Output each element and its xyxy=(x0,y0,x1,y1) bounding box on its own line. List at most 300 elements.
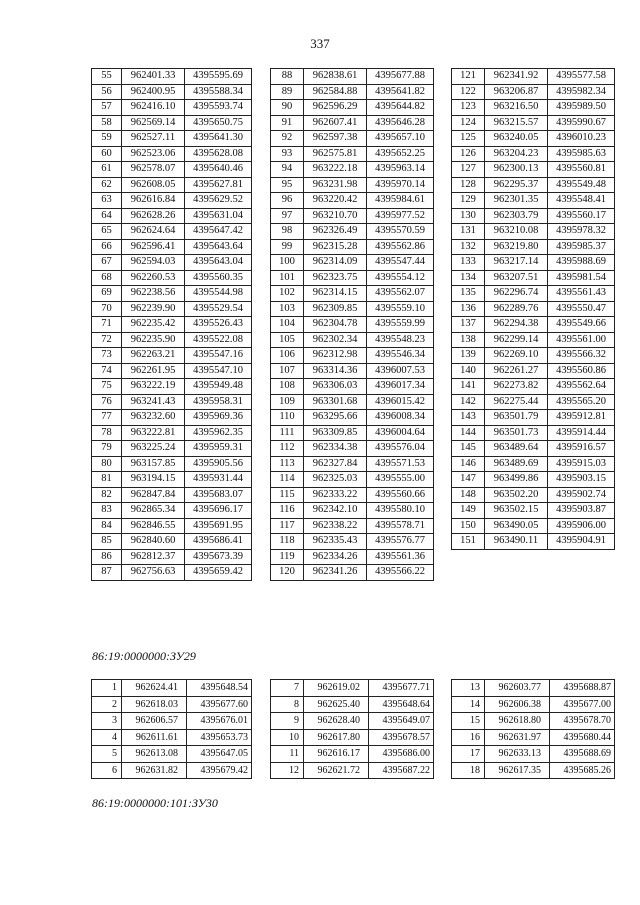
y-coordinate: 4395565.20 xyxy=(548,394,615,410)
point-number: 71 xyxy=(92,317,122,333)
y-coordinate: 4395526.43 xyxy=(185,317,252,333)
table-row xyxy=(452,193,615,209)
x-coordinate: 962261.95 xyxy=(122,363,185,379)
y-coordinate: 4395522.08 xyxy=(185,332,252,348)
table-row xyxy=(92,115,252,131)
x-coordinate: 962294.38 xyxy=(485,317,548,333)
point-number: 86 xyxy=(92,549,122,565)
table-row xyxy=(452,332,615,348)
table-row xyxy=(452,131,615,147)
point-number: 84 xyxy=(92,518,122,534)
y-coordinate: 4395990.67 xyxy=(548,115,615,131)
table-row xyxy=(92,379,252,395)
y-coordinate: 4395676.01 xyxy=(187,713,252,730)
point-number: 62 xyxy=(92,177,122,193)
y-coordinate: 4395677.71 xyxy=(369,680,434,697)
y-coordinate: 4395593.74 xyxy=(185,100,252,116)
point-number: 81 xyxy=(92,472,122,488)
y-coordinate: 4395559.10 xyxy=(367,301,434,317)
y-coordinate: 4395566.32 xyxy=(548,348,615,364)
y-coordinate: 4395687.22 xyxy=(369,762,434,779)
point-number: 100 xyxy=(271,255,304,271)
table-row xyxy=(271,193,434,209)
point-number: 5 xyxy=(92,746,122,763)
point-number: 80 xyxy=(92,456,122,472)
y-coordinate: 4395548.23 xyxy=(367,332,434,348)
y-coordinate: 4395904.91 xyxy=(548,534,615,550)
point-number: 146 xyxy=(452,456,485,472)
y-coordinate: 4396010.23 xyxy=(548,131,615,147)
x-coordinate: 962619.02 xyxy=(304,680,369,697)
table-row xyxy=(452,115,615,131)
x-coordinate: 962625.40 xyxy=(304,696,369,713)
point-number: 7 xyxy=(271,680,304,697)
y-coordinate: 4395915.03 xyxy=(548,456,615,472)
x-coordinate: 962260.53 xyxy=(122,270,185,286)
point-number: 69 xyxy=(92,286,122,302)
point-number: 138 xyxy=(452,332,485,348)
y-coordinate: 4395546.34 xyxy=(367,348,434,364)
y-coordinate: 4395903.15 xyxy=(548,472,615,488)
table-row xyxy=(92,456,252,472)
table-row xyxy=(271,100,434,116)
table-row xyxy=(92,503,252,519)
table-row xyxy=(92,224,252,240)
y-coordinate: 4395982.34 xyxy=(548,84,615,100)
x-coordinate: 962342.10 xyxy=(304,503,367,519)
table-row xyxy=(271,69,434,85)
x-coordinate: 962847.84 xyxy=(122,487,185,503)
point-number: 134 xyxy=(452,270,485,286)
table-row xyxy=(271,394,434,410)
x-coordinate: 962295.37 xyxy=(485,177,548,193)
y-coordinate: 4395544.98 xyxy=(185,286,252,302)
x-coordinate: 962597.38 xyxy=(304,131,367,147)
point-number: 136 xyxy=(452,301,485,317)
table-row xyxy=(271,239,434,255)
point-number: 75 xyxy=(92,379,122,395)
point-number: 106 xyxy=(271,348,304,364)
x-coordinate: 963216.50 xyxy=(485,100,548,116)
x-coordinate: 962617.35 xyxy=(485,762,550,779)
point-number: 117 xyxy=(271,518,304,534)
x-coordinate: 963306.03 xyxy=(304,379,367,395)
x-coordinate: 962304.78 xyxy=(304,317,367,333)
table-row xyxy=(92,518,252,534)
table-row xyxy=(92,131,252,147)
section-label-zu29: 86:19:0000000:ЗУ29 xyxy=(92,649,196,663)
y-coordinate: 4395644.82 xyxy=(367,100,434,116)
table-row xyxy=(271,115,434,131)
x-coordinate: 962296.74 xyxy=(485,286,548,302)
table-row xyxy=(452,696,615,713)
x-coordinate: 962756.63 xyxy=(122,565,185,581)
x-coordinate: 962607.41 xyxy=(304,115,367,131)
y-coordinate: 4395648.64 xyxy=(369,696,434,713)
table-row xyxy=(452,472,615,488)
x-coordinate: 963295.66 xyxy=(304,410,367,426)
point-number: 70 xyxy=(92,301,122,317)
x-coordinate: 962575.81 xyxy=(304,146,367,162)
x-coordinate: 962309.85 xyxy=(304,301,367,317)
x-coordinate: 962569.14 xyxy=(122,115,185,131)
y-coordinate: 4395679.42 xyxy=(187,762,252,779)
y-coordinate: 4395547.10 xyxy=(185,363,252,379)
point-number: 18 xyxy=(452,762,485,779)
point-number: 85 xyxy=(92,534,122,550)
point-number: 77 xyxy=(92,410,122,426)
coordinates-table-3 xyxy=(451,68,615,550)
y-coordinate: 4395905.56 xyxy=(185,456,252,472)
point-number: 112 xyxy=(271,441,304,457)
point-number: 64 xyxy=(92,208,122,224)
table-row xyxy=(92,425,252,441)
x-coordinate: 963490.11 xyxy=(485,534,548,550)
x-coordinate: 962327.84 xyxy=(304,456,367,472)
table-row xyxy=(452,69,615,85)
y-coordinate: 4395547.16 xyxy=(185,348,252,364)
y-coordinate: 4395673.39 xyxy=(185,549,252,565)
table-row xyxy=(452,208,615,224)
point-number: 113 xyxy=(271,456,304,472)
point-number: 11 xyxy=(271,746,304,763)
section-label-zu30: 86:19:0000000:101:ЗУ30 xyxy=(92,796,218,810)
point-number: 130 xyxy=(452,208,485,224)
x-coordinate: 963309.85 xyxy=(304,425,367,441)
y-coordinate: 4395902.74 xyxy=(548,487,615,503)
x-coordinate: 962611.61 xyxy=(122,729,187,746)
table-row xyxy=(271,503,434,519)
point-number: 58 xyxy=(92,115,122,131)
table-row xyxy=(92,239,252,255)
table-row xyxy=(271,208,434,224)
table-row xyxy=(271,549,434,565)
x-coordinate: 963502.15 xyxy=(485,503,548,519)
coordinates-table-2 xyxy=(270,68,434,581)
y-coordinate: 4395686.00 xyxy=(369,746,434,763)
y-coordinate: 4395981.54 xyxy=(548,270,615,286)
y-coordinate: 4395570.59 xyxy=(367,224,434,240)
point-number: 82 xyxy=(92,487,122,503)
y-coordinate: 4395560.35 xyxy=(185,270,252,286)
x-coordinate: 963210.08 xyxy=(485,224,548,240)
x-coordinate: 963225.24 xyxy=(122,441,185,457)
x-coordinate: 962594.03 xyxy=(122,255,185,271)
point-number: 6 xyxy=(92,762,122,779)
table-row xyxy=(271,534,434,550)
y-coordinate: 4395970.14 xyxy=(367,177,434,193)
table-row xyxy=(92,565,252,581)
y-coordinate: 4395641.82 xyxy=(367,84,434,100)
y-coordinate: 4395562.64 xyxy=(548,379,615,395)
point-number: 73 xyxy=(92,348,122,364)
x-coordinate: 962603.77 xyxy=(485,680,550,697)
x-coordinate: 962299.14 xyxy=(485,332,548,348)
x-coordinate: 963489.64 xyxy=(485,441,548,457)
x-coordinate: 962300.13 xyxy=(485,162,548,178)
point-number: 12 xyxy=(271,762,304,779)
x-coordinate: 963490.05 xyxy=(485,518,548,534)
table-row xyxy=(452,456,615,472)
table-row xyxy=(452,379,615,395)
x-coordinate: 962273.82 xyxy=(485,379,548,395)
point-number: 102 xyxy=(271,286,304,302)
x-coordinate: 962314.15 xyxy=(304,286,367,302)
point-number: 109 xyxy=(271,394,304,410)
x-coordinate: 963219.80 xyxy=(485,239,548,255)
y-coordinate: 4395949.48 xyxy=(185,379,252,395)
x-coordinate: 962235.90 xyxy=(122,332,185,348)
point-number: 4 xyxy=(92,729,122,746)
table-row xyxy=(92,441,252,457)
x-coordinate: 962325.03 xyxy=(304,472,367,488)
y-coordinate: 4395628.08 xyxy=(185,146,252,162)
x-coordinate: 962314.09 xyxy=(304,255,367,271)
table-row xyxy=(452,301,615,317)
point-number: 105 xyxy=(271,332,304,348)
table-row xyxy=(452,363,615,379)
table-row xyxy=(92,487,252,503)
table-row xyxy=(271,472,434,488)
y-coordinate: 4395562.07 xyxy=(367,286,434,302)
x-coordinate: 962333.22 xyxy=(304,487,367,503)
y-coordinate: 4395680.44 xyxy=(550,729,615,746)
table-row xyxy=(92,69,252,85)
x-coordinate: 962334.38 xyxy=(304,441,367,457)
x-coordinate: 962865.34 xyxy=(122,503,185,519)
point-number: 91 xyxy=(271,115,304,131)
table-row xyxy=(92,348,252,364)
point-number: 61 xyxy=(92,162,122,178)
y-coordinate: 4395560.66 xyxy=(367,487,434,503)
y-coordinate: 4395659.42 xyxy=(185,565,252,581)
table-row xyxy=(271,224,434,240)
table-row xyxy=(92,363,252,379)
x-coordinate: 962628.40 xyxy=(304,713,369,730)
y-coordinate: 4395560.86 xyxy=(548,363,615,379)
point-number: 68 xyxy=(92,270,122,286)
y-coordinate: 4395963.14 xyxy=(367,162,434,178)
point-number: 122 xyxy=(452,84,485,100)
table-row xyxy=(92,146,252,162)
x-coordinate: 962334.26 xyxy=(304,549,367,565)
point-number: 92 xyxy=(271,131,304,147)
table-row xyxy=(271,518,434,534)
x-coordinate: 962335.43 xyxy=(304,534,367,550)
y-coordinate: 4395560.17 xyxy=(548,208,615,224)
x-coordinate: 963314.36 xyxy=(304,363,367,379)
y-coordinate: 4395571.53 xyxy=(367,456,434,472)
table-row xyxy=(271,363,434,379)
table-row xyxy=(452,518,615,534)
table-row xyxy=(92,162,252,178)
table-row xyxy=(271,255,434,271)
table-row xyxy=(452,255,615,271)
point-number: 67 xyxy=(92,255,122,271)
point-number: 76 xyxy=(92,394,122,410)
table-row xyxy=(92,208,252,224)
x-coordinate: 962323.75 xyxy=(304,270,367,286)
y-coordinate: 4395627.81 xyxy=(185,177,252,193)
table-row xyxy=(271,286,434,302)
x-coordinate: 962631.82 xyxy=(122,762,187,779)
table-row xyxy=(271,301,434,317)
point-number: 118 xyxy=(271,534,304,550)
point-number: 121 xyxy=(452,69,485,85)
y-coordinate: 4395696.17 xyxy=(185,503,252,519)
x-coordinate: 962617.80 xyxy=(304,729,369,746)
x-coordinate: 963194.15 xyxy=(122,472,185,488)
x-coordinate: 963222.19 xyxy=(122,379,185,395)
y-coordinate: 4396017.34 xyxy=(367,379,434,395)
x-coordinate: 962302.34 xyxy=(304,332,367,348)
x-coordinate: 962401.33 xyxy=(122,69,185,85)
point-number: 123 xyxy=(452,100,485,116)
table-row xyxy=(92,332,252,348)
table-row xyxy=(452,162,615,178)
x-coordinate: 962840.60 xyxy=(122,534,185,550)
table-row xyxy=(271,713,434,730)
y-coordinate: 4395962.35 xyxy=(185,425,252,441)
point-number: 119 xyxy=(271,549,304,565)
table-row xyxy=(452,441,615,457)
point-number: 137 xyxy=(452,317,485,333)
x-coordinate: 962606.57 xyxy=(122,713,187,730)
y-coordinate: 4395646.28 xyxy=(367,115,434,131)
x-coordinate: 962812.37 xyxy=(122,549,185,565)
y-coordinate: 4395653.73 xyxy=(187,729,252,746)
x-coordinate: 963501.73 xyxy=(485,425,548,441)
y-coordinate: 4395595.69 xyxy=(185,69,252,85)
table-row xyxy=(452,84,615,100)
point-number: 16 xyxy=(452,729,485,746)
y-coordinate: 4395576.04 xyxy=(367,441,434,457)
y-coordinate: 4395640.46 xyxy=(185,162,252,178)
table-row xyxy=(92,549,252,565)
y-coordinate: 4395977.52 xyxy=(367,208,434,224)
point-number: 56 xyxy=(92,84,122,100)
x-coordinate: 962269.10 xyxy=(485,348,548,364)
x-coordinate: 963502.20 xyxy=(485,487,548,503)
point-number: 65 xyxy=(92,224,122,240)
point-number: 15 xyxy=(452,713,485,730)
x-coordinate: 962628.26 xyxy=(122,208,185,224)
y-coordinate: 4395678.57 xyxy=(369,729,434,746)
x-coordinate: 962613.08 xyxy=(122,746,187,763)
x-coordinate: 963222.81 xyxy=(122,425,185,441)
table-row xyxy=(271,696,434,713)
point-number: 131 xyxy=(452,224,485,240)
x-coordinate: 962621.72 xyxy=(304,762,369,779)
x-coordinate: 962239.90 xyxy=(122,301,185,317)
table-row xyxy=(92,713,252,730)
x-coordinate: 962616.84 xyxy=(122,193,185,209)
point-number: 9 xyxy=(271,713,304,730)
point-number: 93 xyxy=(271,146,304,162)
y-coordinate: 4395931.44 xyxy=(185,472,252,488)
point-number: 148 xyxy=(452,487,485,503)
table-row xyxy=(452,425,615,441)
x-coordinate: 962315.28 xyxy=(304,239,367,255)
point-number: 59 xyxy=(92,131,122,147)
y-coordinate: 4395580.10 xyxy=(367,503,434,519)
table-row xyxy=(92,410,252,426)
point-number: 60 xyxy=(92,146,122,162)
x-coordinate: 963157.85 xyxy=(122,456,185,472)
y-coordinate: 4395984.61 xyxy=(367,193,434,209)
y-coordinate: 4395566.22 xyxy=(367,565,434,581)
x-coordinate: 963204.23 xyxy=(485,146,548,162)
point-number: 74 xyxy=(92,363,122,379)
point-number: 57 xyxy=(92,100,122,116)
x-coordinate: 963231.98 xyxy=(304,177,367,193)
table-row xyxy=(452,286,615,302)
y-coordinate: 4395560.81 xyxy=(548,162,615,178)
x-coordinate: 963241.43 xyxy=(122,394,185,410)
y-coordinate: 4395549.48 xyxy=(548,177,615,193)
x-coordinate: 962263.21 xyxy=(122,348,185,364)
x-coordinate: 962235.42 xyxy=(122,317,185,333)
y-coordinate: 4395958.31 xyxy=(185,394,252,410)
table-row xyxy=(271,680,434,697)
coordinates-table-zu29-1 xyxy=(91,679,252,779)
x-coordinate: 962527.11 xyxy=(122,131,185,147)
table-row xyxy=(92,729,252,746)
x-coordinate: 962275.44 xyxy=(485,394,548,410)
table-row xyxy=(271,441,434,457)
point-number: 141 xyxy=(452,379,485,395)
table-row xyxy=(271,177,434,193)
x-coordinate: 962624.41 xyxy=(122,680,187,697)
point-number: 55 xyxy=(92,69,122,85)
x-coordinate: 962624.64 xyxy=(122,224,185,240)
table-row xyxy=(271,762,434,779)
table-row xyxy=(452,713,615,730)
y-coordinate: 4395561.36 xyxy=(367,549,434,565)
table-row xyxy=(452,680,615,697)
table-row xyxy=(92,193,252,209)
y-coordinate: 4395652.25 xyxy=(367,146,434,162)
table-row xyxy=(271,332,434,348)
table-row xyxy=(452,270,615,286)
y-coordinate: 4395550.47 xyxy=(548,301,615,317)
page-number: 337 xyxy=(310,36,330,51)
table-row xyxy=(92,696,252,713)
point-number: 114 xyxy=(271,472,304,488)
table-row xyxy=(452,534,615,550)
table-row xyxy=(271,565,434,581)
x-coordinate: 962838.61 xyxy=(304,69,367,85)
point-number: 8 xyxy=(271,696,304,713)
y-coordinate: 4395916.57 xyxy=(548,441,615,457)
point-number: 126 xyxy=(452,146,485,162)
point-number: 78 xyxy=(92,425,122,441)
y-coordinate: 4396008.34 xyxy=(367,410,434,426)
y-coordinate: 4395677.88 xyxy=(367,69,434,85)
y-coordinate: 4395562.86 xyxy=(367,239,434,255)
point-number: 17 xyxy=(452,746,485,763)
y-coordinate: 4395906.00 xyxy=(548,518,615,534)
y-coordinate: 4395685.26 xyxy=(550,762,615,779)
y-coordinate: 4395989.50 xyxy=(548,100,615,116)
y-coordinate: 4395657.10 xyxy=(367,131,434,147)
table-row xyxy=(271,131,434,147)
point-number: 107 xyxy=(271,363,304,379)
table-row xyxy=(452,762,615,779)
x-coordinate: 962303.79 xyxy=(485,208,548,224)
x-coordinate: 962289.76 xyxy=(485,301,548,317)
x-coordinate: 962523.06 xyxy=(122,146,185,162)
